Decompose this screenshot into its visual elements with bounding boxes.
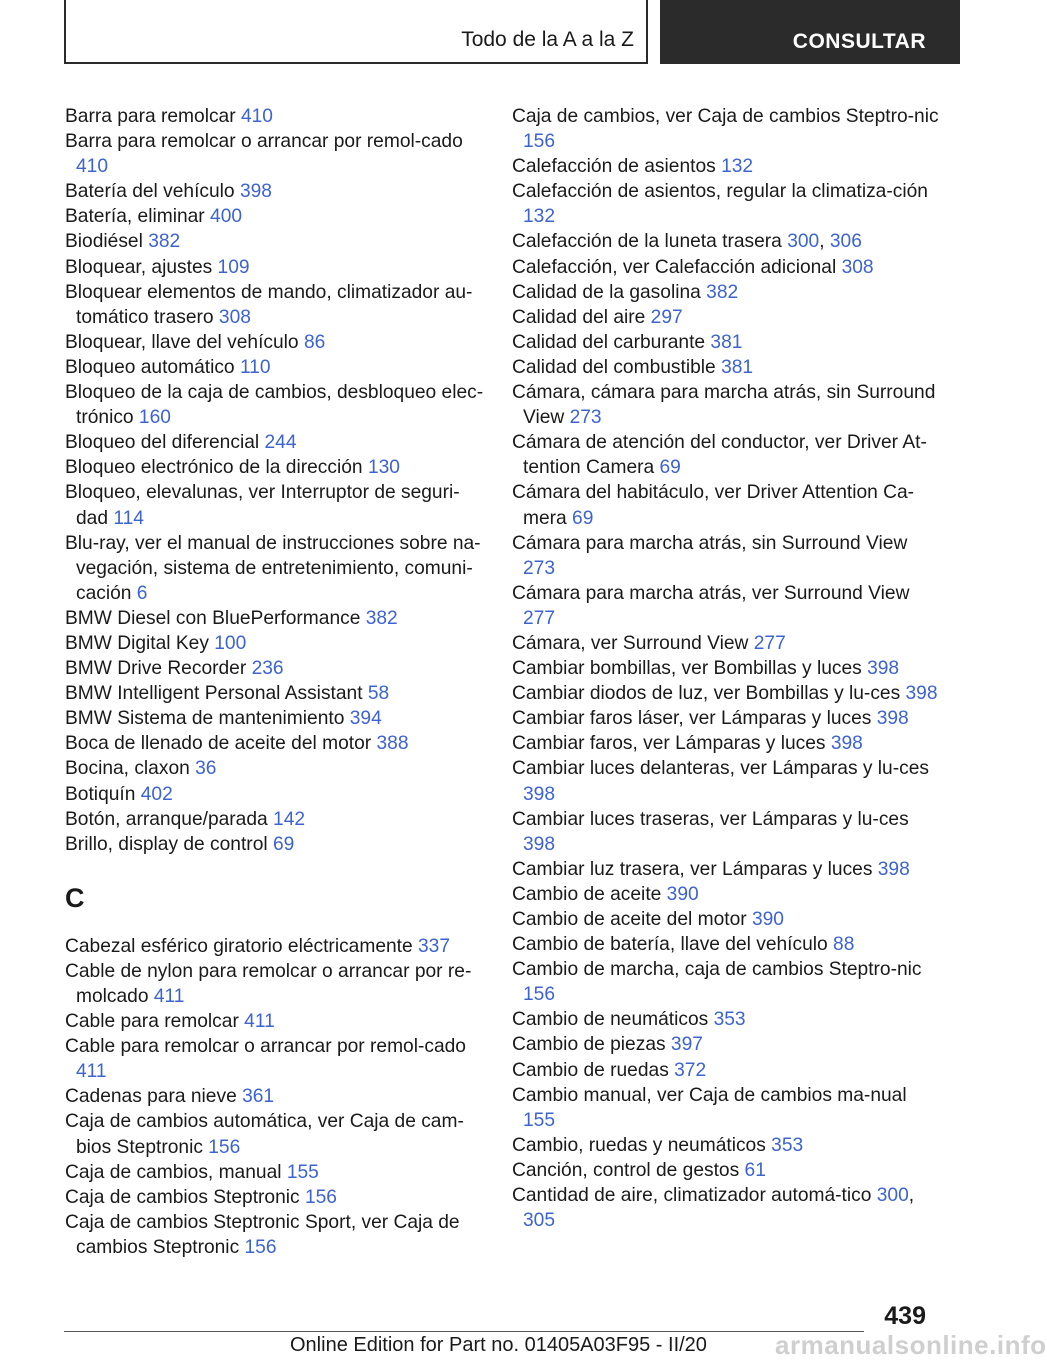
page-ref-link[interactable]: 381 bbox=[710, 331, 743, 353]
index-entry bbox=[65, 455, 485, 480]
page-ref-link[interactable]: 411 bbox=[244, 1011, 275, 1033]
index-entry-text: Batería, eliminar bbox=[65, 206, 211, 228]
index-list-c bbox=[65, 934, 485, 1260]
page-ref-link[interactable]: 397 bbox=[670, 1034, 703, 1056]
page-ref-link[interactable]: 156 bbox=[523, 131, 556, 153]
page-ref-link[interactable]: 277 bbox=[753, 632, 786, 654]
index-entry bbox=[512, 480, 942, 530]
index-entry-text: Caja de cambios automática, ver Caja de cam‐bios Steptronic bbox=[65, 1111, 464, 1158]
index-entry bbox=[65, 179, 485, 204]
index-entry bbox=[65, 380, 485, 430]
index-entry-text: Cambio de neumáticos bbox=[512, 1009, 714, 1031]
index-entry bbox=[512, 731, 942, 756]
index-entry-text: Canción, control de gestos bbox=[512, 1159, 745, 1181]
index-entry-text: Bloqueo de la caja de cambios, desbloqueo elec‐trónico bbox=[65, 382, 484, 429]
index-entry bbox=[512, 706, 942, 731]
page-ref-link[interactable]: 382 bbox=[365, 607, 398, 629]
page-ref-link[interactable]: 109 bbox=[217, 256, 250, 278]
index-entry-text: Caja de cambios, manual bbox=[65, 1161, 287, 1183]
page-ref-link[interactable]: 353 bbox=[771, 1134, 804, 1156]
index-entry bbox=[512, 681, 942, 706]
index-entry bbox=[512, 957, 942, 1007]
index-entry-text: Cable de nylon para remolcar o arrancar por re‐molcado bbox=[65, 960, 472, 1007]
index-entry-text: BMW Digital Key bbox=[65, 632, 215, 654]
index-entry-text: Botón, arranque/parada bbox=[65, 808, 274, 830]
index-entry-text: Cambiar faros láser, ver Lámparas y luces bbox=[512, 708, 877, 730]
page-ref-link[interactable]: 156 bbox=[208, 1136, 241, 1158]
section-letter-heading: C bbox=[65, 882, 85, 913]
index-entry bbox=[65, 656, 485, 681]
section-title: Todo de la A a la Z bbox=[461, 28, 634, 51]
page-ref-link[interactable]: 411 bbox=[153, 986, 185, 1007]
index-entry-text: Calidad del carburante bbox=[512, 331, 711, 353]
index-entry bbox=[65, 782, 485, 807]
index-entry bbox=[512, 280, 942, 305]
index-entry-text: Caja de cambios Steptronic bbox=[65, 1186, 305, 1208]
page-ref-link[interactable]: 297 bbox=[650, 306, 683, 328]
index-entry-text: Barra para remolcar o arrancar por remol‐cado bbox=[65, 131, 463, 153]
page-ref-link[interactable]: 372 bbox=[674, 1059, 707, 1081]
index-entry-text: Bocina, claxon bbox=[65, 758, 196, 780]
index-entry bbox=[65, 1084, 485, 1109]
index-entry bbox=[65, 1160, 485, 1185]
index-entry bbox=[65, 531, 485, 606]
index-entry-text: Calidad del aire bbox=[512, 306, 651, 328]
index-entry bbox=[512, 380, 942, 430]
index-entry bbox=[512, 807, 942, 857]
index-entry bbox=[65, 606, 485, 631]
index-entry bbox=[512, 1058, 942, 1083]
index-entry-text: Cámara para marcha atrás, sin Surround View bbox=[512, 532, 908, 554]
page-ref-link[interactable]: 308 bbox=[218, 306, 251, 328]
index-entry-text: Cambiar luces delanteras, ver Lámparas y lu‐ces bbox=[512, 758, 929, 780]
index-entry bbox=[65, 807, 485, 832]
ref-separator: , bbox=[819, 231, 830, 253]
page-ref-link[interactable]: 273 bbox=[523, 557, 556, 579]
index-entry-text: Cámara de atención del conductor, ver Driver At‐tention Camera bbox=[512, 432, 927, 479]
index-entry bbox=[512, 255, 942, 280]
index-entry bbox=[65, 1185, 485, 1210]
index-entry bbox=[65, 229, 485, 254]
index-entry-text: Boca de llenado de aceite del motor bbox=[65, 733, 377, 755]
page-ref-link[interactable]: 273 bbox=[569, 407, 602, 429]
index-entry bbox=[512, 1007, 942, 1032]
watermark-logo: armanualsonline.info bbox=[775, 1330, 1047, 1360]
page-ref-link[interactable]: 156 bbox=[304, 1186, 337, 1208]
index-entry-text: Cambio, ruedas y neumáticos bbox=[512, 1134, 772, 1156]
index-entry bbox=[65, 731, 485, 756]
page-ref-link[interactable]: 388 bbox=[376, 733, 409, 755]
index-entry-text: Cambio de ruedas bbox=[512, 1059, 675, 1081]
page-ref-link[interactable]: 398 bbox=[876, 708, 909, 730]
index-entry bbox=[512, 656, 942, 681]
index-entry bbox=[65, 832, 485, 857]
index-entry-text: Cambiar luz trasera, ver Lámparas y luces bbox=[512, 858, 878, 880]
index-entry-text: BMW Diesel con BluePerformance bbox=[65, 607, 366, 629]
index-entry bbox=[65, 255, 485, 280]
page-ref-link[interactable]: 58 bbox=[367, 683, 390, 705]
index-entry bbox=[65, 355, 485, 380]
index-entry-text: Bloqueo electrónico de la dirección bbox=[65, 457, 368, 479]
index-entry-text: Cambio manual, ver Caja de cambios ma‐nual bbox=[512, 1084, 907, 1106]
index-entry bbox=[512, 1158, 942, 1183]
index-entry-text: Cambio de batería, llave del vehículo bbox=[512, 934, 834, 956]
page-ref-link[interactable]: 244 bbox=[264, 432, 297, 454]
index-entry bbox=[65, 430, 485, 455]
index-entry-text: Bloquear, ajustes bbox=[65, 256, 218, 278]
page-ref-link[interactable]: 277 bbox=[523, 607, 556, 629]
index-entry-text: Batería del vehículo bbox=[65, 181, 240, 203]
index-entry-text: Cambiar bombillas, ver Bombillas y luces bbox=[512, 658, 868, 680]
index-entry-text: Bloqueo del diferencial bbox=[65, 432, 265, 454]
index-entry-text: Calidad del combustible bbox=[512, 356, 722, 378]
index-entry bbox=[65, 681, 485, 706]
ref-separator: , bbox=[908, 1185, 915, 1207]
index-entry bbox=[512, 1183, 942, 1233]
index-entry-text: Cámara, cámara para marcha atrás, sin Surround View bbox=[512, 382, 936, 429]
page-ref-link[interactable]: 361 bbox=[242, 1086, 275, 1108]
page-ref-link[interactable]: 114 bbox=[113, 507, 144, 529]
index-entry bbox=[512, 229, 942, 254]
page-ref-link[interactable]: 398 bbox=[830, 733, 863, 755]
index-entry-text: Cámara para marcha atrás, ver Surround View bbox=[512, 582, 910, 604]
page-ref-link[interactable]: 69 bbox=[272, 833, 295, 855]
index-entry bbox=[65, 631, 485, 656]
page-ref-link[interactable]: 100 bbox=[214, 632, 247, 654]
page-ref-link[interactable]: 381 bbox=[721, 356, 754, 378]
index-column-left bbox=[65, 104, 485, 1260]
page-ref-link[interactable]: 398 bbox=[239, 181, 272, 203]
index-entry bbox=[512, 1032, 942, 1057]
index-entry bbox=[512, 1133, 942, 1158]
index-entry-text: Calefacción, ver Calefacción adicional bbox=[512, 256, 842, 278]
page-ref-link[interactable]: 236 bbox=[251, 658, 284, 680]
index-entry-text: Cambiar diodos de luz, ver Bombillas y lu‐ces bbox=[512, 683, 906, 705]
index-entry bbox=[65, 756, 485, 781]
page-ref-link[interactable]: 300 bbox=[876, 1185, 909, 1207]
index-entry-text: Cambiar luces traseras, ver Lámparas y lu‐ces bbox=[512, 808, 909, 830]
index-entry-text: Barra para remolcar bbox=[65, 106, 241, 127]
header-section-box bbox=[64, 0, 648, 64]
index-entry bbox=[65, 1009, 485, 1034]
page-ref-link[interactable]: 6 bbox=[136, 582, 148, 604]
page-ref-link[interactable]: 402 bbox=[140, 783, 173, 805]
index-entry bbox=[512, 154, 942, 179]
page-ref-link[interactable]: 390 bbox=[751, 909, 784, 930]
index-entry-text: Cantidad de aire, climatizador automá‐tico bbox=[512, 1185, 877, 1207]
page-ref-link[interactable]: 410 bbox=[240, 106, 273, 127]
page-ref-link[interactable]: 36 bbox=[195, 758, 217, 780]
page-ref-link[interactable]: 155 bbox=[286, 1161, 319, 1183]
page-ref-link[interactable]: 132 bbox=[721, 156, 754, 178]
page-ref-link[interactable]: 155 bbox=[523, 1109, 556, 1131]
index-entry bbox=[65, 480, 485, 530]
index-list-b bbox=[65, 104, 485, 857]
page-ref-link[interactable]: 411 bbox=[76, 1061, 107, 1083]
index-entry-text: BMW Sistema de mantenimiento bbox=[65, 708, 350, 730]
index-entry bbox=[512, 430, 942, 480]
page-ref-link[interactable]: 88 bbox=[833, 934, 855, 956]
index-entry-text: Caja de cambios, ver Caja de cambios Steptro‐nic bbox=[512, 106, 939, 127]
index-entry-text: Cambio de aceite del motor bbox=[512, 909, 752, 930]
page-ref-link[interactable]: 300 bbox=[787, 231, 820, 253]
index-entry-text: Caja de cambios Steptronic Sport, ver Caja de cambios Steptronic bbox=[65, 1211, 460, 1258]
index-entry-text: Cámara, ver Surround View bbox=[512, 632, 754, 654]
index-entry-text: Bloquear elementos de mando, climatizador au‐tomático trasero bbox=[65, 281, 473, 328]
index-entry bbox=[512, 104, 942, 154]
index-entry bbox=[65, 1210, 485, 1260]
page-ref-link[interactable]: 382 bbox=[148, 231, 181, 253]
page-ref-link[interactable]: 130 bbox=[367, 457, 400, 479]
index-entry bbox=[65, 959, 485, 1009]
page-ref-link[interactable]: 398 bbox=[523, 783, 556, 805]
index-entry bbox=[512, 581, 942, 631]
index-entry-text: Blu-ray, ver el manual de instrucciones sobre na‐vegación, sistema de entretenimiento, comuni‐cación bbox=[65, 532, 481, 604]
index-entry-text: Cámara del habitáculo, ver Driver Attention Ca‐mera bbox=[512, 482, 915, 529]
index-entry-text: Cambio de aceite bbox=[512, 883, 667, 905]
index-entry-text: Cambiar faros, ver Lámparas y luces bbox=[512, 733, 831, 755]
page-ref-link[interactable]: 132 bbox=[523, 206, 556, 228]
index-entry-text: Cable para remolcar o arrancar por remol‐cado bbox=[65, 1036, 466, 1058]
index-entry-text: Bloquear, llave del vehículo bbox=[65, 331, 304, 353]
index-list-right bbox=[512, 104, 942, 1233]
index-entry-text: Biodiésel bbox=[65, 231, 149, 253]
page-ref-link[interactable]: 398 bbox=[523, 833, 556, 855]
index-entry bbox=[512, 355, 942, 380]
index-entry-text: Botiquín bbox=[65, 783, 141, 805]
index-entry-text: Cambio de marcha, caja de cambios Steptro‐nic bbox=[512, 959, 922, 981]
index-entry bbox=[512, 907, 942, 932]
index-entry bbox=[65, 934, 485, 959]
footer-edition-text: Online Edition for Part no. 01405A03F95 - II/20 bbox=[290, 1334, 707, 1356]
index-entry-text: BMW Intelligent Personal Assistant bbox=[65, 683, 368, 705]
page-ref-link[interactable]: 110 bbox=[239, 356, 271, 378]
page-number: 439 bbox=[884, 1302, 926, 1330]
index-entry bbox=[65, 280, 485, 330]
index-entry bbox=[512, 882, 942, 907]
index-entry-text: Calefacción de asientos, regular la climatiza‐ción bbox=[512, 181, 928, 203]
page-ref-link[interactable]: 156 bbox=[523, 984, 556, 1006]
index-entry bbox=[512, 305, 942, 330]
page-ref-link[interactable]: 398 bbox=[867, 658, 900, 680]
page-ref-link[interactable]: 382 bbox=[706, 281, 739, 303]
page-ref-link[interactable]: 353 bbox=[713, 1009, 746, 1031]
index-entry bbox=[512, 932, 942, 957]
page-ref-link[interactable]: 61 bbox=[744, 1159, 766, 1181]
page-ref-link[interactable]: 337 bbox=[418, 935, 451, 957]
index-entry bbox=[65, 1109, 485, 1159]
consultar-tab[interactable] bbox=[660, 0, 960, 64]
index-entry-text: Bloqueo automático bbox=[65, 356, 240, 378]
index-entry bbox=[65, 706, 485, 731]
index-entry-text: Calefacción de la luneta trasera bbox=[512, 231, 788, 253]
page-ref-link[interactable]: 156 bbox=[244, 1236, 277, 1258]
index-entry bbox=[65, 129, 485, 179]
page-ref-link[interactable]: 398 bbox=[905, 683, 938, 705]
page-ref-link[interactable]: 400 bbox=[210, 206, 243, 228]
page-ref-link[interactable]: 305 bbox=[523, 1210, 556, 1232]
index-entry bbox=[65, 330, 485, 355]
page-ref-link[interactable]: 306 bbox=[829, 231, 862, 253]
index-entry-text: Cabezal esférico giratorio eléctricamente bbox=[65, 935, 419, 957]
page-ref-link[interactable]: 160 bbox=[138, 407, 171, 429]
index-entry bbox=[512, 330, 942, 355]
index-entry-text: Bloqueo, elevalunas, ver Interruptor de seguri‐dad bbox=[65, 482, 460, 529]
index-entry-text: Brillo, display de control bbox=[65, 833, 273, 855]
page-ref-link[interactable]: 398 bbox=[877, 858, 910, 880]
index-entry bbox=[65, 104, 485, 129]
index-entry-text: Cable para remolcar bbox=[65, 1011, 245, 1033]
footer-divider bbox=[64, 1331, 864, 1332]
index-entry bbox=[512, 179, 942, 229]
page-ref-link[interactable]: 69 bbox=[572, 507, 594, 529]
index-entry-text: Cadenas para nieve bbox=[65, 1086, 243, 1108]
index-entry-text: Calidad de la gasolina bbox=[512, 281, 707, 303]
index-entry bbox=[512, 857, 942, 882]
consultar-tab-label: CONSULTAR bbox=[792, 30, 926, 53]
page-ref-link[interactable]: 394 bbox=[349, 708, 382, 730]
index-entry bbox=[65, 1034, 485, 1084]
index-entry-text: BMW Drive Recorder bbox=[65, 658, 252, 680]
page-ref-link[interactable]: 86 bbox=[303, 331, 326, 353]
index-column-right bbox=[512, 104, 942, 1233]
index-entry bbox=[512, 756, 942, 806]
index-entry bbox=[512, 631, 942, 656]
page-ref-link[interactable]: 410 bbox=[76, 156, 109, 178]
index-entry-text: Cambio de piezas bbox=[512, 1034, 671, 1056]
index-entry bbox=[512, 1083, 942, 1133]
page-ref-link[interactable]: 390 bbox=[666, 883, 699, 905]
index-entry bbox=[512, 531, 942, 581]
page-ref-link[interactable]: 308 bbox=[841, 256, 874, 278]
page-ref-link[interactable]: 142 bbox=[273, 808, 306, 830]
page-ref-link[interactable]: 69 bbox=[659, 457, 681, 479]
index-entry bbox=[65, 204, 485, 229]
index-entry-text: Calefacción de asientos bbox=[512, 156, 722, 178]
